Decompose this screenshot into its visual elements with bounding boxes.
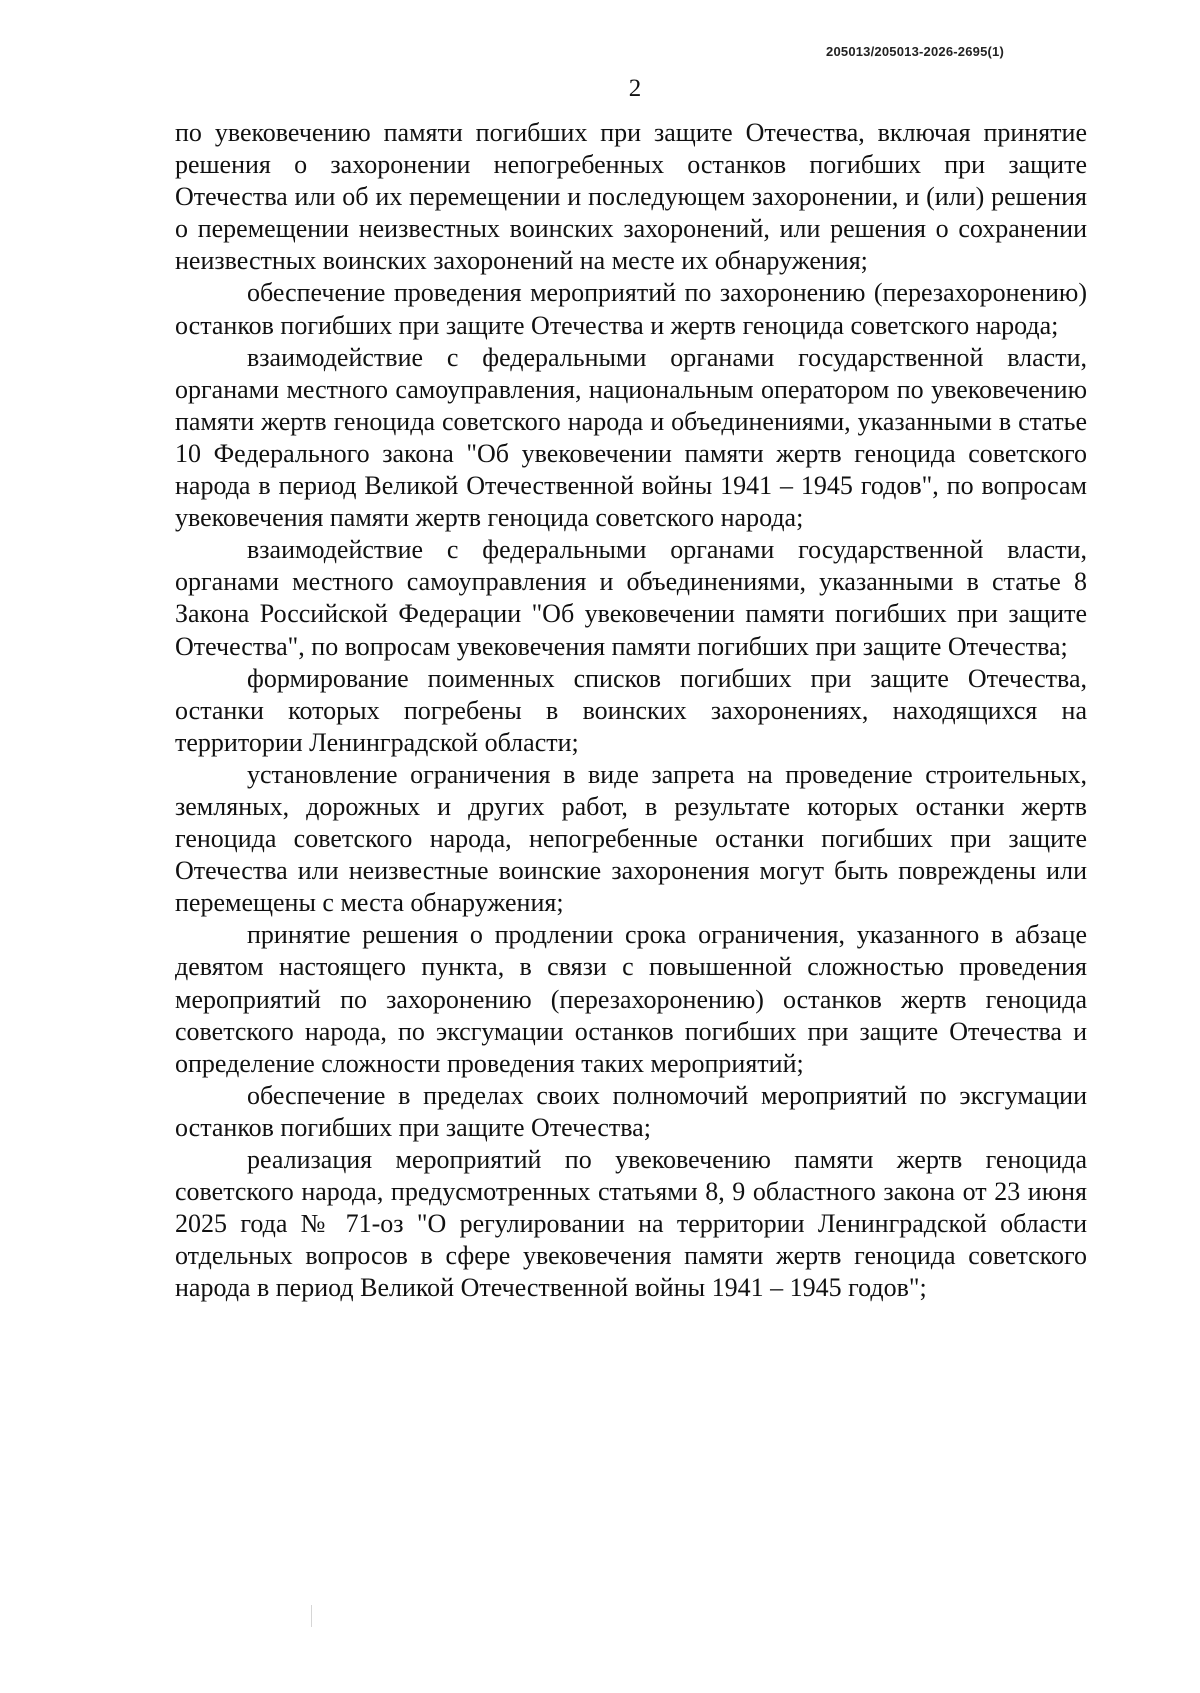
paragraph: взаимодействие с федеральными органами государственной власти, органами местного самоуправления, национальным оператором по увековечению памяти жертв геноцида советского народа и объединениями, указанными в статье 10 Федерального закона "Об увековечении памяти жертв геноцида советского народа в период Великой Отечественной войны 1941 – 1945 годов", по вопросам увековечения памяти жертв геноцида советского народа; — [175, 342, 1087, 533]
scan-artifact — [311, 1605, 312, 1627]
paragraph-continuation: по увековечению памяти погибших при защите Отечества, включая принятие решения о захоронении непогребенных останков погибших при защите Отечества или об их перемещении и последующем захоронении, и (или) решения о перемещении неизвестных воинских захоронений, или решения о сохранении неизвестных воинских захоронений на месте их обнаружения; — [175, 118, 1087, 276]
paragraph: реализация мероприятий по увековечению памяти жертв геноцида советского народа, предусмотренных статьями 8, 9 областного закона от 23 июня 2025 года № 71-оз "О регулировании на территории Ленинградской области отдельных вопросов в сфере увековечения памяти жертв геноцида советского народа в период Великой Отечественной войны 1941 – 1945 годов"; — [175, 1145, 1087, 1303]
paragraph: принятие решения о продлении срока ограничения, указанного в абзаце девятом настоящего пункта, в связи с повышенной сложностью проведения мероприятий по захоронению (перезахоронению) останков жертв геноцида советского народа, по эксгумации останков погибших при защите Отечества и определение сложности проведения таких мероприятий; — [175, 920, 1087, 1078]
paragraph: формирование поименных списков погибших при защите Отечества, останки которых погребены в воинских захоронениях, находящихся на территории Ленинградской области; — [175, 663, 1087, 757]
paragraph: обеспечение проведения мероприятий по захоронению (перезахоронению) останков погибших при защите Отечества и жертв геноцида советского народа; — [175, 278, 1087, 340]
document-body — [175, 117, 1087, 1304]
paragraph: обеспечение в пределах своих полномочий мероприятий по эксгумации останков погибших при защите Отечества; — [175, 1080, 1087, 1142]
paragraph: взаимодействие с федеральными органами государственной власти, органами местного самоуправления и объединениями, указанными в статье 8 Закона Российской Федерации "Об увековечении памяти погибших при защите Отечества", по вопросам увековечения памяти погибших при защите Отечества; — [175, 535, 1087, 661]
paragraph: установление ограничения в виде запрета на проведение строительных, земляных, дорожных и других работ, в результате которых останки жертв геноцида советского народа, непогребенные останки погибших при защите Отечества или неизвестные воинские захоронения могут быть повреждены или перемещены с места обнаружения; — [175, 759, 1087, 918]
page-number: 2 — [628, 75, 642, 102]
registration-number: 205013/205013-2026-2695(1) — [826, 44, 1004, 59]
